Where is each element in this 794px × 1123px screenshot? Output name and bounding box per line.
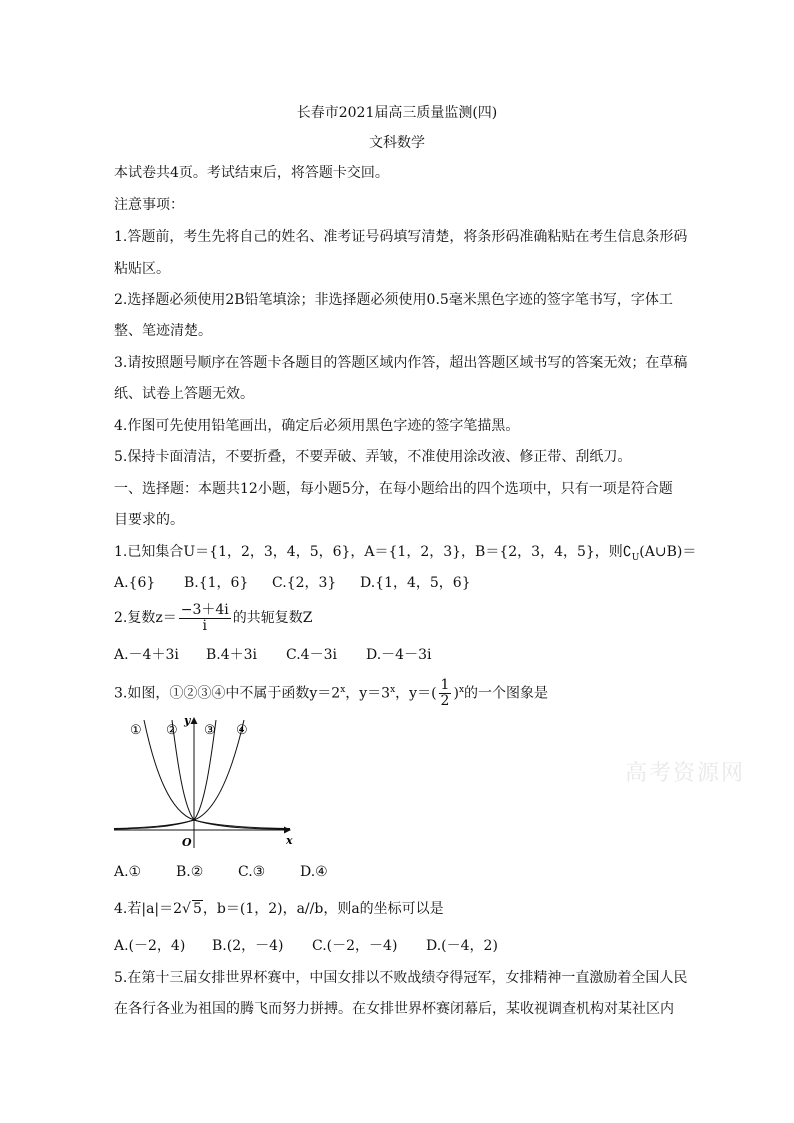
notice-line: 1.答题前，考生先将自己的姓名、准考证号码填写清楚，将条形码准确粘贴在考生信息条形码 <box>114 229 688 245</box>
y-axis-label: y <box>184 714 191 727</box>
watermark: 高考资源网 <box>625 761 746 786</box>
page-title: 长春市2021届高三质量监测(四) <box>296 105 498 121</box>
notice-line: 纸、试卷上答题无效。 <box>114 386 254 402</box>
option-b: B.(2，－4) <box>212 938 284 954</box>
question-1-stem: 1.已知集合U＝{1，2，3，4，5，6}，A＝{1，2，3}，B＝{2，3，4，5}，则$∁_U(A\cup B)=$ <box>114 544 697 563</box>
question-1-options <box>114 574 471 592</box>
sqrt-symbol: √ <box>182 901 191 917</box>
origin-label: O <box>182 836 192 849</box>
curve-label-2: ② <box>166 723 178 738</box>
option-c: C.(－2，－4) <box>312 938 398 954</box>
notice-line: 5.保持卡面清洁，不要折叠，不要弄破、弄皱，不准使用涂改液、修正带、刮纸刀。 <box>114 449 632 465</box>
page-subtitle: 文科数学 <box>369 135 425 151</box>
question-4-options <box>114 937 498 955</box>
option-a: A.{6} <box>114 575 156 591</box>
option-b: B.4＋3i <box>206 647 258 663</box>
option-a: A.(－2，4) <box>114 938 186 954</box>
question-2-stem: 2.复数z＝ $\frac{-3+4i}{i}$ 的共轭复数Z <box>114 601 313 634</box>
question-4-stem: 4.若|a|＝2√ 5，b＝(1，2)，a//b，则a的坐标可以是 <box>114 901 444 917</box>
option-d: D.(－4，2) <box>426 938 498 954</box>
section-heading: 一、选择题：本题共12小题，每小题5分，在每小题给出的四个选项中，只有一项是符合题 <box>114 481 673 497</box>
option-a: A.－4＋3i <box>114 647 179 663</box>
question-3-options <box>114 863 328 881</box>
question-3-stem: 3.如图，①②③④中不属于函数$y=2^x$，$y=3^x$，y＝( $\frac{1}{2}$ )$^x$的一个图象是 <box>114 677 549 710</box>
notice-line: 整、笔迹清楚。 <box>114 323 212 339</box>
fraction: $\frac{-3+4i}{i}$ <box>180 601 229 634</box>
intro-text: 本试卷共4页。考试结束后，将答题卡交回。 <box>114 165 389 181</box>
question-2-options <box>114 646 431 664</box>
notice-line: 2.选择题必须使用2B铅笔填涂；非选择题必须使用0.5毫米黑色字迹的签字笔书写，字体工 <box>114 292 673 308</box>
option-a: A.① <box>114 864 142 880</box>
notice-header: 注意事项： <box>114 197 184 213</box>
fraction: $\frac{1}{2}$ <box>440 677 450 710</box>
notice-line: 粘贴区。 <box>114 261 170 277</box>
option-b: B.{1，6} <box>184 575 249 591</box>
question-5-stem: 5.在第十三届女排世界杯赛中，中国女排以不败战绩夺得冠军，女排精神一直激励着全国人民 <box>114 970 688 986</box>
notice-line: 3.请按照题号顺序在答题卡各题目的答题区域内作答，超出答题区域书写的答案无效；在草稿 <box>114 355 688 371</box>
curve-label-1: ① <box>130 723 142 738</box>
question-5-stem-cont: 在各行各业为祖国的腾飞而努力拼搏。在女排世界杯赛闭幕后，某收视调查机构对某社区内 <box>114 1001 674 1017</box>
option-d: D.－4－3i <box>366 647 432 663</box>
option-c: C.{2，3} <box>272 575 337 591</box>
x-axis-label: x <box>286 834 293 847</box>
option-d: D.{1，4，5，6} <box>360 575 471 591</box>
exponential-graph <box>110 712 300 852</box>
section-heading-cont: 目要求的。 <box>114 512 184 528</box>
option-c: C.③ <box>238 864 266 880</box>
notice-line: 4.作图可先使用铅笔画出，确定后必须用黑色字迹的签字笔描黑。 <box>114 418 520 434</box>
curve-label-3: ③ <box>204 723 216 738</box>
curve-2 <box>172 720 290 829</box>
curve-label-4: ④ <box>236 723 248 738</box>
option-b: B.② <box>176 864 204 880</box>
option-c: C.4－3i <box>286 647 337 663</box>
option-d: D.④ <box>300 864 328 880</box>
